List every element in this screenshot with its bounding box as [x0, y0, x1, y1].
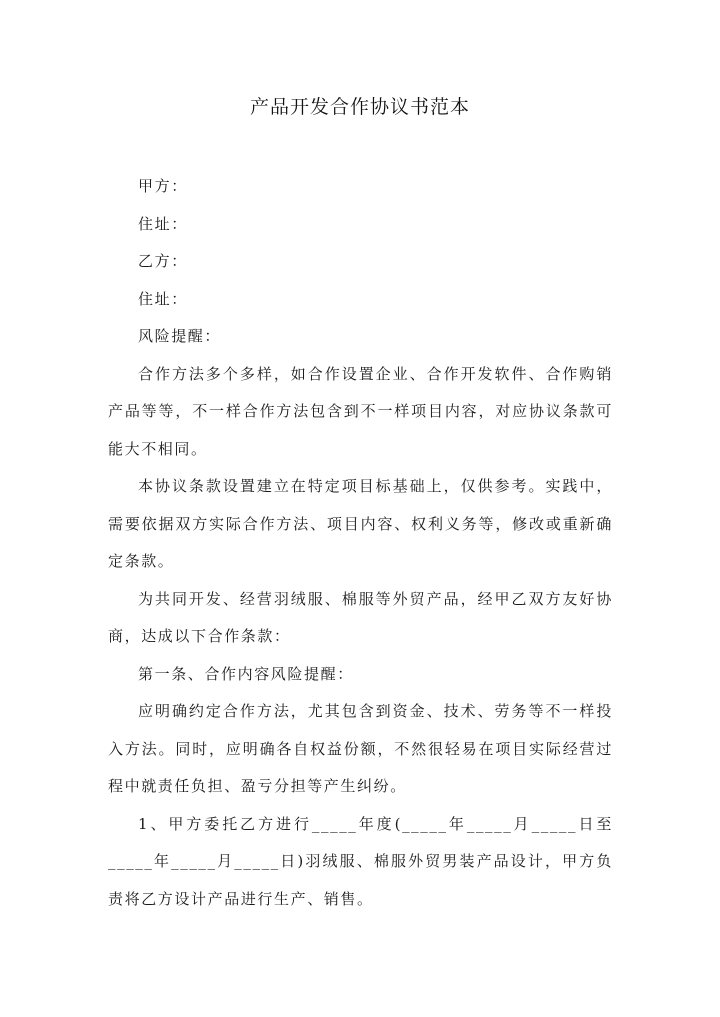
party-b-line: 乙方：	[138, 252, 188, 270]
document-body	[108, 168, 613, 918]
party-a-address-line: 住址：	[138, 214, 188, 233]
party-b-address-line: 住址：	[138, 289, 188, 308]
risk-reminder-heading: 风险提醒：	[138, 327, 222, 345]
paragraph-purpose: 为共同开发、经营羽绒服、棉服等外贸产品，经甲乙双方友好协商，达成以下合作条款：	[108, 589, 613, 645]
party-a-line: 甲方：	[138, 177, 188, 195]
document-title: 产品开发合作协议书范本	[249, 96, 470, 118]
article-one-heading: 第一条、合作内容风险提醒：	[138, 664, 354, 683]
clause-1: 1、甲方委托乙方进行_____年度(_____年_____月_____日至_____年_____月_____日)羽绒服、棉服外贸男装产品设计，甲方负责将乙方设计产品进行生产、销售。	[108, 814, 613, 908]
paragraph-reference-only: 本协议条款设置建立在特定项目标基础上，仅供参考。实践中，需要依据双方实际合作方法、项目内容、权利义务等，修改或重新确定条款。	[108, 477, 613, 570]
paragraph-cooperation-methods: 合作方法多个多样，如合作设置企业、合作开发软件、合作购销产品等等，不一样合作方法包含到不一样项目内容，对应协议条款可能大不相同。	[108, 364, 613, 458]
paragraph-clarify-method: 应明确约定合作方法，尤其包含到资金、技术、劳务等不一样投入方法。同时，应明确各自权益份额，不然很轻易在项目实际经营过程中就责任负担、盈亏分担等产生纠纷。	[108, 702, 613, 795]
